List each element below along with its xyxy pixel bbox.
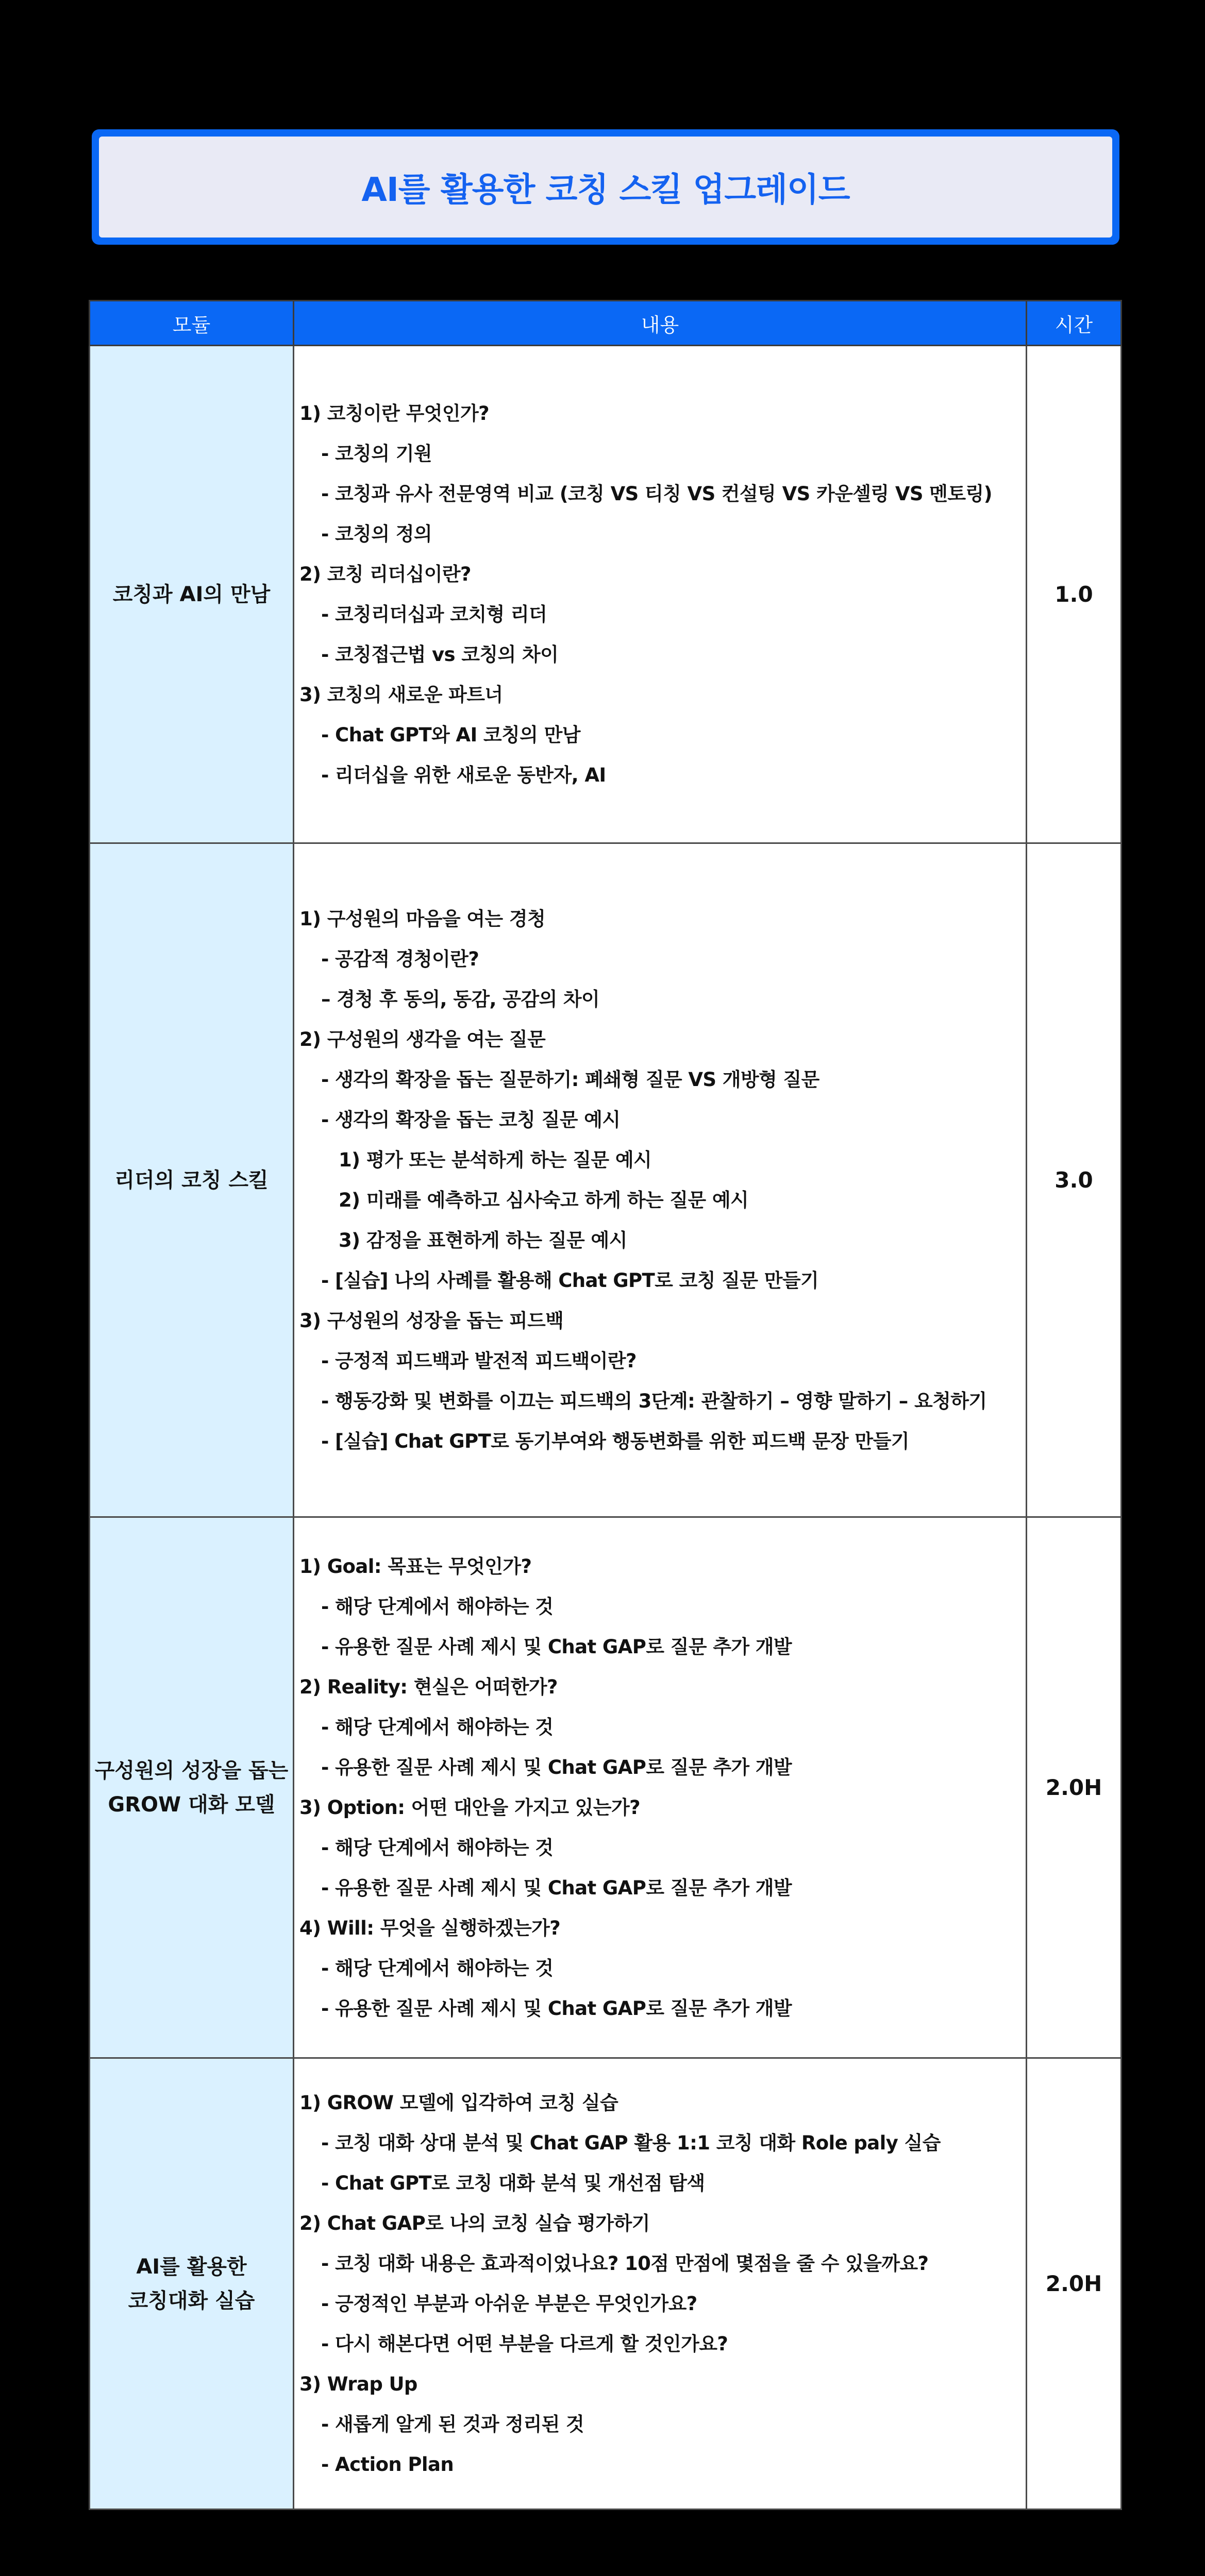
content-line: - 해당 단계에서 해야하는 것 — [321, 1957, 554, 1979]
content-line: - 긍정적 피드백과 발전적 피드백이란? — [321, 1349, 637, 1372]
content-line: 2) Chat GAP로 나의 코칭 실습 평가하기 — [299, 2212, 650, 2234]
content-line: 2) 미래를 예측하고 심사숙고 하게 하는 질문 예시 — [339, 1189, 749, 1211]
header-time: 시간 — [1027, 301, 1122, 346]
content-line: - 다시 해본다면 어떤 부분을 다르게 할 것인가요? — [321, 2332, 728, 2355]
module-label: 리더의 코칭 스킬 — [114, 1168, 269, 1192]
time-cell: 3.0 — [1027, 843, 1122, 1517]
module-cell — [90, 346, 294, 843]
module-cell — [90, 843, 294, 1517]
content-line: - 코칭 대화 내용은 효과적이었나요? 10점 만점에 몇점을 줄 수 있을까요? — [321, 2252, 929, 2275]
content-line: - 리더십을 위한 새로운 동반자, AI — [321, 764, 606, 786]
time-cell: 2.0H — [1027, 2058, 1122, 2510]
content-line: - [실습] Chat GPT로 동기부여와 행동변화를 위한 피드백 문장 만들기 — [321, 1430, 909, 1452]
content-line: - Chat GPT로 코칭 대화 분석 및 개선점 탐색 — [321, 2172, 705, 2194]
module-label: 코칭과 AI의 만남 — [112, 582, 271, 606]
content-line: - 유용한 질문 사례 제시 및 Chat GAP로 질문 추가 개발 — [321, 1635, 792, 1658]
content-line: 3) Option: 어떤 대안을 가지고 있는가? — [299, 1796, 640, 1819]
content-line: - 행동강화 및 변화를 이끄는 피드백의 3단계: 관찰하기 – 영향 말하기 – 요청하기 — [321, 1389, 987, 1412]
content-line: 2) 구성원의 생각을 여는 질문 — [299, 1028, 546, 1050]
content-line: 1) Goal: 목표는 무엇인가? — [299, 1555, 532, 1578]
content-line: - 해당 단계에서 해야하는 것 — [321, 1595, 554, 1618]
content-line: 1) 평가 또는 분석하게 하는 질문 예시 — [339, 1148, 652, 1171]
table-row-ai-coaching-practice — [90, 2058, 1122, 2510]
module-label: GROW 대화 모델 — [108, 1792, 275, 1817]
content-line: - 코칭과 유사 전문영역 비교 (코칭 VS 티칭 VS 컨설팅 VS 카운셀링 VS 멘토링) — [321, 482, 992, 505]
content-line: 1) 구성원의 마음을 여는 경청 — [299, 907, 546, 930]
content-line: - 코칭의 정의 — [321, 522, 432, 545]
module-cell — [90, 1517, 294, 2058]
table-row-leader-coaching-skill — [90, 843, 1122, 1517]
content-line: 4) Will: 무엇을 실행하겠는가? — [299, 1917, 561, 1939]
content-line: - 새롭게 알게 된 것과 정리된 것 — [321, 2413, 584, 2435]
header-module: 모듈 — [90, 301, 294, 346]
content-line: - 유용한 질문 사례 제시 및 Chat GAP로 질문 추가 개발 — [321, 1997, 792, 2020]
content-line: 1) GROW 모델에 입각하여 코칭 실습 — [299, 2091, 618, 2114]
content-cell — [294, 1517, 1027, 2058]
title-banner — [92, 129, 1119, 245]
content-line: – 경청 후 동의, 동감, 공감의 차이 — [321, 988, 600, 1010]
table-header-row — [90, 301, 1122, 346]
header-content: 내용 — [294, 301, 1027, 346]
time-cell: 2.0H — [1027, 1517, 1122, 2058]
module-label: 코칭대화 실습 — [128, 2289, 255, 2313]
time-cell: 1.0 — [1027, 346, 1122, 843]
content-line: 3) 감정을 표현하게 하는 질문 예시 — [339, 1229, 627, 1251]
content-line: 1) 코칭이란 무엇인가? — [299, 402, 490, 425]
content-line: - 해당 단계에서 해야하는 것 — [321, 1836, 554, 1859]
content-line: - 코칭의 기원 — [321, 442, 432, 465]
page-title: AI를 활용한 코칭 스킬 업그레이드 — [361, 171, 850, 209]
module-label: 구성원의 성장을 돕는 — [94, 1758, 289, 1783]
content-cell — [294, 843, 1027, 1517]
content-line: 3) Wrap Up — [299, 2372, 417, 2395]
curriculum-table — [89, 300, 1122, 2510]
content-line: - 공감적 경청이란? — [321, 947, 479, 970]
content-cell — [294, 2058, 1027, 2510]
content-line: 2) Reality: 현실은 어떠한가? — [299, 1675, 558, 1698]
content-line: 3) 코칭의 새로운 파트너 — [299, 683, 503, 706]
content-line: 2) 코칭 리더십이란? — [299, 563, 471, 585]
content-cell — [294, 346, 1027, 843]
module-cell — [90, 2058, 294, 2510]
content-line: 3) 구성원의 성장을 돕는 피드백 — [299, 1309, 564, 1332]
content-line: - 유용한 질문 사례 제시 및 Chat GAP로 질문 추가 개발 — [321, 1876, 792, 1899]
content-line: - 생각의 확장을 돕는 코칭 질문 예시 — [321, 1108, 621, 1131]
content-line: - 긍정적인 부분과 아쉬운 부분은 무엇인가요? — [321, 2292, 697, 2315]
content-line: - Action Plan — [321, 2453, 454, 2476]
content-line: - 유용한 질문 사례 제시 및 Chat GAP로 질문 추가 개발 — [321, 1756, 792, 1778]
table-row-coaching-and-ai — [90, 346, 1122, 843]
content-line: - 코칭접근법 vs 코칭의 차이 — [321, 643, 559, 666]
title-panel — [99, 137, 1112, 238]
content-line: - 코칭리더십과 코치형 리더 — [321, 603, 547, 625]
content-line: - 해당 단계에서 해야하는 것 — [321, 1716, 554, 1738]
table-row-grow-model — [90, 1517, 1122, 2058]
module-label: AI를 활용한 — [136, 2255, 247, 2279]
content-line: - 생각의 확장을 돕는 질문하기: 폐쇄형 질문 VS 개방형 질문 — [321, 1068, 819, 1091]
content-line: - 코칭 대화 상대 분석 및 Chat GAP 활용 1:1 코칭 대화 Role paly 실습 — [321, 2131, 941, 2154]
content-line: - [실습] 나의 사례를 활용해 Chat GPT로 코칭 질문 만들기 — [321, 1269, 819, 1292]
content-line: - Chat GPT와 AI 코칭의 만남 — [321, 723, 580, 746]
